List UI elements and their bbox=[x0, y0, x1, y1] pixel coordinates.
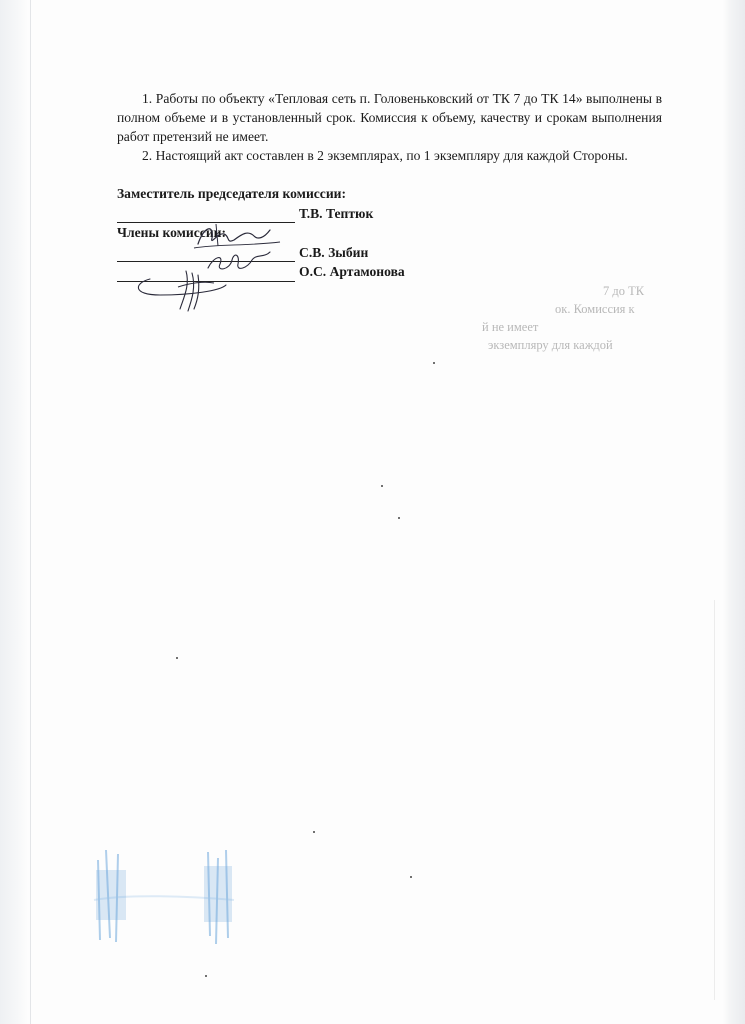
scan-speck bbox=[205, 975, 207, 977]
scan-speck bbox=[433, 362, 435, 364]
scan-speck bbox=[313, 831, 315, 833]
members-heading: Члены комиссии: bbox=[117, 225, 227, 240]
scan-edge-left bbox=[0, 0, 28, 1024]
member-name-1: С.В. Зыбин bbox=[299, 244, 369, 260]
paragraph-2: 2. Настоящий акт составлен в 2 экземплярах, по 1 экземпляру для каждой Стороны. bbox=[142, 148, 628, 163]
stamp-mark bbox=[88, 840, 238, 950]
signature-artamonova bbox=[130, 265, 250, 315]
member-name-2: О.С. Артамонова bbox=[299, 264, 405, 279]
scan-fold-line bbox=[30, 0, 31, 1024]
scan-speck bbox=[398, 517, 400, 519]
show-through-text-1: 7 до ТК bbox=[603, 284, 645, 298]
show-through-text-2: ок. Комиссия к bbox=[555, 302, 635, 316]
show-through-text-4: экземпляру для каждой bbox=[488, 338, 613, 352]
deputy-chair-name: Т.В. Тептюк bbox=[299, 205, 374, 221]
paragraph-1: 1. Работы по объекту «Тепловая сеть п. Головеньковский от ТК 7 до ТК 14» выполнены в полном объеме и в установленный срок. Комиссия к объему, качеству и срокам выполнения работ претензий не имеет. bbox=[117, 91, 662, 144]
scan-speck bbox=[381, 485, 383, 487]
scan-fold-line-right bbox=[714, 600, 715, 1000]
scan-speck bbox=[176, 657, 178, 659]
scan-speck bbox=[410, 876, 412, 878]
show-through-text-3: й не имеет bbox=[482, 320, 539, 334]
scan-edge-right bbox=[723, 0, 745, 1024]
deputy-chair-heading: Заместитель председателя комиссии: bbox=[117, 186, 347, 201]
